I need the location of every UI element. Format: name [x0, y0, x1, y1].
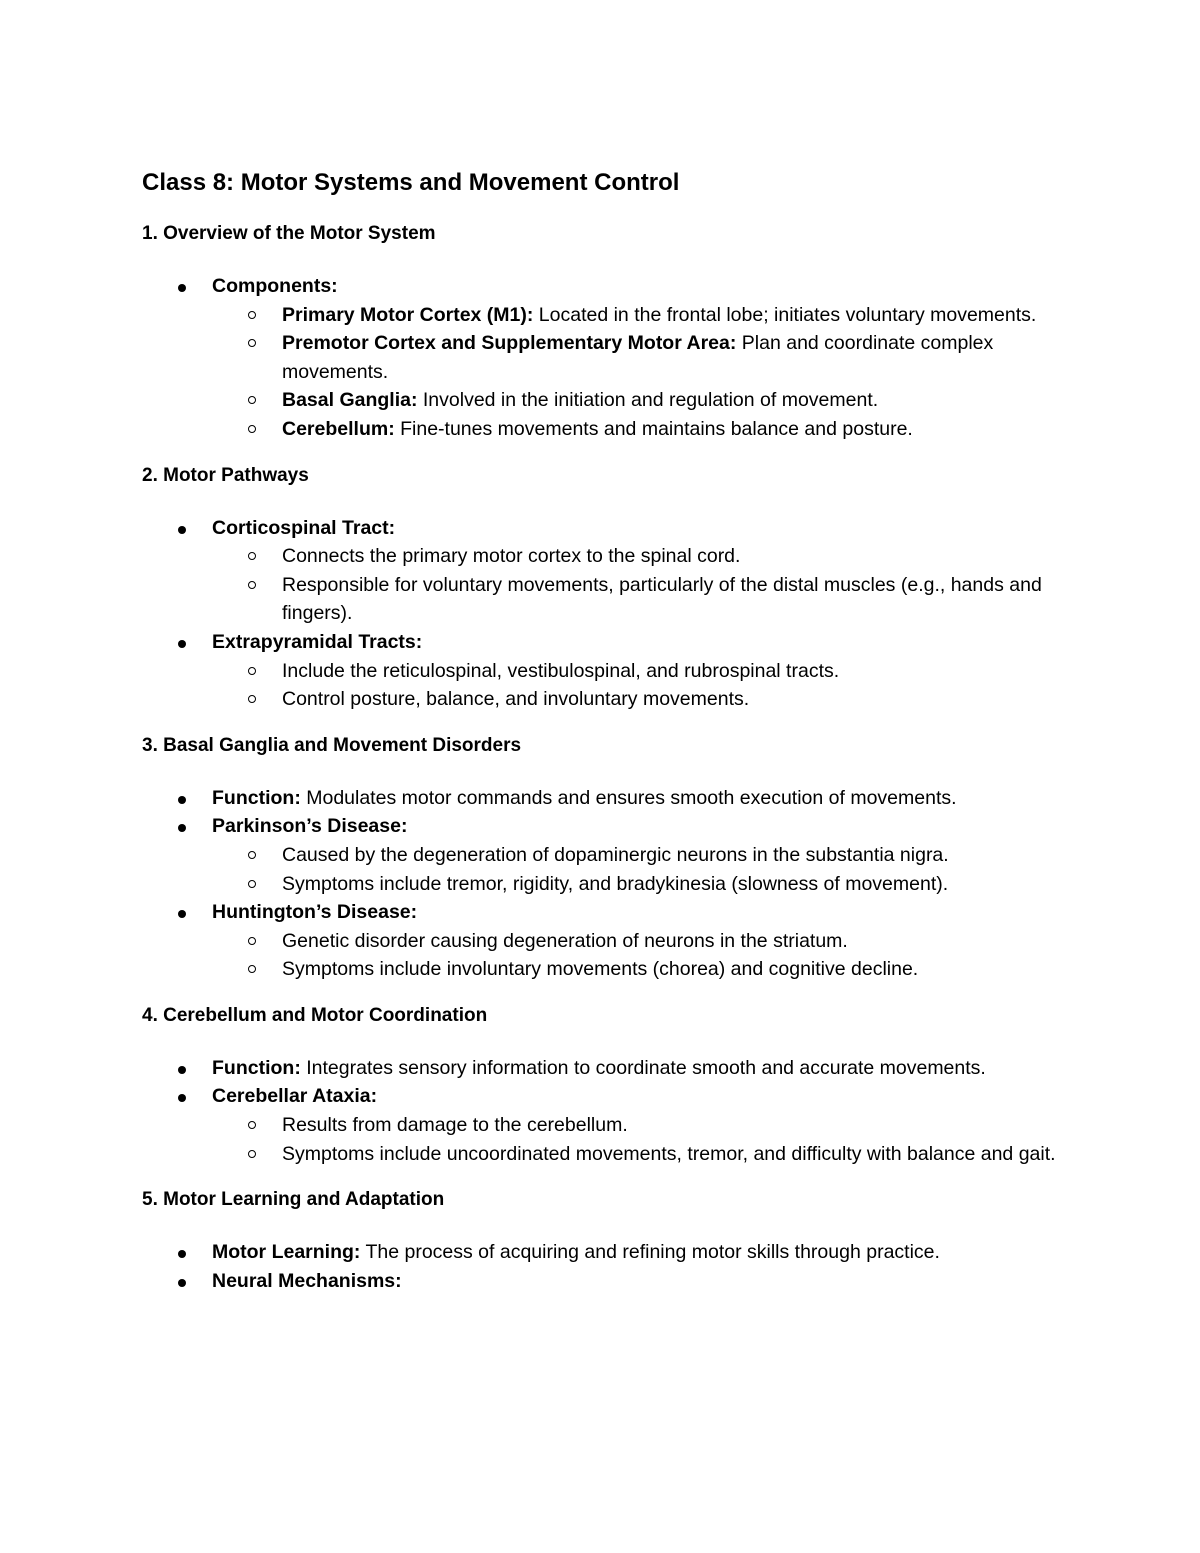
sub-item-text: Fine-tunes movements and maintains balance and posture.: [394, 417, 913, 440]
hollow-bullet-icon: [248, 1150, 256, 1158]
sub-list-item: [212, 1140, 1062, 1169]
sub-list: [142, 542, 1062, 628]
item-label: Cerebellar Ataxia:: [212, 1085, 378, 1108]
section-heading: 3. Basal Ganglia and Movement Disorders: [142, 734, 522, 756]
section-cerebellum: [142, 1002, 1062, 1168]
sub-list: [142, 301, 1062, 444]
bullet-list: [142, 1054, 1062, 1168]
sub-list: [142, 927, 1062, 984]
hollow-bullet-icon: [248, 552, 256, 560]
section-motor-pathways: [142, 462, 1062, 714]
filled-bullet-icon: [178, 526, 186, 534]
sub-list-item: [212, 841, 1062, 870]
section-basal-ganglia: [142, 732, 1062, 984]
hollow-bullet-icon: [248, 581, 256, 589]
item-label: Function:: [212, 1056, 301, 1079]
hollow-bullet-icon: [248, 965, 256, 973]
sub-list: [142, 841, 1062, 898]
sub-list-item: [212, 657, 1062, 686]
list-item: [142, 514, 1062, 628]
sub-list: [142, 657, 1062, 714]
filled-bullet-icon: [178, 1066, 186, 1074]
list-item: [142, 812, 1062, 898]
sub-item-text: Caused by the degeneration of dopaminergic neurons in the substantia nigra.: [282, 843, 949, 866]
hollow-bullet-icon: [248, 667, 256, 675]
hollow-bullet-icon: [248, 425, 256, 433]
sub-list-item: [212, 685, 1062, 714]
sub-item-text: Located in the frontal lobe; initiates voluntary movements.: [533, 303, 1037, 326]
sub-item-term: Basal Ganglia:: [282, 389, 418, 412]
item-label: Motor Learning:: [212, 1241, 361, 1264]
filled-bullet-icon: [178, 1250, 186, 1258]
sub-list-item: [212, 329, 1062, 386]
sub-list: [142, 1111, 1062, 1168]
sub-item-text: Genetic disorder causing degeneration of neurons in the striatum.: [282, 929, 848, 952]
item-label: Components:: [212, 275, 338, 297]
hollow-bullet-icon: [248, 695, 256, 703]
filled-bullet-icon: [178, 1094, 186, 1102]
sub-item-text: Results from damage to the cerebellum.: [282, 1114, 628, 1137]
list-item: [142, 1082, 1062, 1168]
sub-list-item: [212, 571, 1062, 628]
bullet-list: [142, 514, 1062, 714]
filled-bullet-icon: [178, 640, 186, 648]
list-item: [142, 272, 1062, 444]
sub-list-item: [212, 870, 1062, 899]
document-page: [142, 166, 1062, 1313]
document-title: Class 8: Motor Systems and Movement Control: [142, 169, 680, 196]
hollow-bullet-icon: [248, 339, 256, 347]
sub-item-term: Primary Motor Cortex (M1):: [282, 303, 534, 326]
item-label: Parkinson’s Disease:: [212, 815, 408, 838]
sub-item-term: Cerebellum:: [282, 417, 395, 440]
section-heading: 4. Cerebellum and Motor Coordination: [142, 1004, 488, 1026]
item-label: Function:: [212, 786, 301, 809]
sub-item-text: Involved in the initiation and regulation of movement.: [417, 389, 879, 412]
sub-list-item: [212, 415, 1062, 444]
sub-item-text: Responsible for voluntary movements, particularly of the distal muscles (e.g., hands and fingers).: [282, 573, 1042, 625]
section-heading: 2. Motor Pathways: [142, 464, 309, 486]
sub-list-item: [212, 1111, 1062, 1140]
bullet-list: [142, 784, 1062, 984]
list-item: [142, 1267, 1062, 1296]
item-label: Neural Mechanisms:: [212, 1269, 402, 1292]
sub-item-text: Control posture, balance, and involuntary movements.: [282, 688, 750, 711]
sub-item-term: Premotor Cortex and Supplementary Motor Area:: [282, 332, 737, 355]
hollow-bullet-icon: [248, 1121, 256, 1129]
sub-list-item: [212, 955, 1062, 984]
section-heading: 1. Overview of the Motor System: [142, 223, 436, 244]
sub-list-item: [212, 927, 1062, 956]
filled-bullet-icon: [178, 910, 186, 918]
sub-list-item: [212, 542, 1062, 571]
list-item: [142, 784, 1062, 813]
sub-item-text: Symptoms include involuntary movements (chorea) and cognitive decline.: [282, 958, 919, 981]
sub-item-text: Include the reticulospinal, vestibulospinal, and rubrospinal tracts.: [282, 659, 840, 682]
sub-item-text: Symptoms include uncoordinated movements, tremor, and difficulty with balance and gait.: [282, 1142, 1056, 1165]
hollow-bullet-icon: [248, 396, 256, 404]
sub-item-text: Connects the primary motor cortex to the spinal cord.: [282, 545, 741, 568]
list-item: [142, 1054, 1062, 1083]
filled-bullet-icon: [178, 284, 186, 292]
sub-item-text: Symptoms include tremor, rigidity, and bradykinesia (slowness of movement).: [282, 872, 949, 895]
sub-list-item: [212, 301, 1062, 330]
section-heading: 5. Motor Learning and Adaptation: [142, 1189, 445, 1211]
sub-list-item: [212, 386, 1062, 415]
section-overview: [142, 220, 1062, 444]
sub-item-text: Plan and coordinate complex movements.: [282, 332, 994, 383]
hollow-bullet-icon: [248, 851, 256, 859]
item-label: Huntington’s Disease:: [212, 901, 418, 924]
item-label: Extrapyramidal Tracts:: [212, 630, 423, 653]
hollow-bullet-icon: [248, 311, 256, 319]
section-motor-learning: [142, 1186, 1062, 1295]
list-item: [142, 1238, 1062, 1267]
bullet-list: [142, 1238, 1062, 1295]
filled-bullet-icon: [178, 796, 186, 804]
item-text: Integrates sensory information to coordinate smooth and accurate movements.: [300, 1056, 986, 1079]
item-label: Corticospinal Tract:: [212, 516, 396, 539]
filled-bullet-icon: [178, 1279, 186, 1287]
list-item: [142, 898, 1062, 984]
hollow-bullet-icon: [248, 937, 256, 945]
item-text: The process of acquiring and refining motor skills through practice.: [360, 1241, 940, 1264]
list-item: [142, 628, 1062, 714]
item-text: Modulates motor commands and ensures smooth execution of movements.: [300, 786, 957, 809]
bullet-list: [142, 272, 1062, 444]
filled-bullet-icon: [178, 824, 186, 832]
hollow-bullet-icon: [248, 880, 256, 888]
